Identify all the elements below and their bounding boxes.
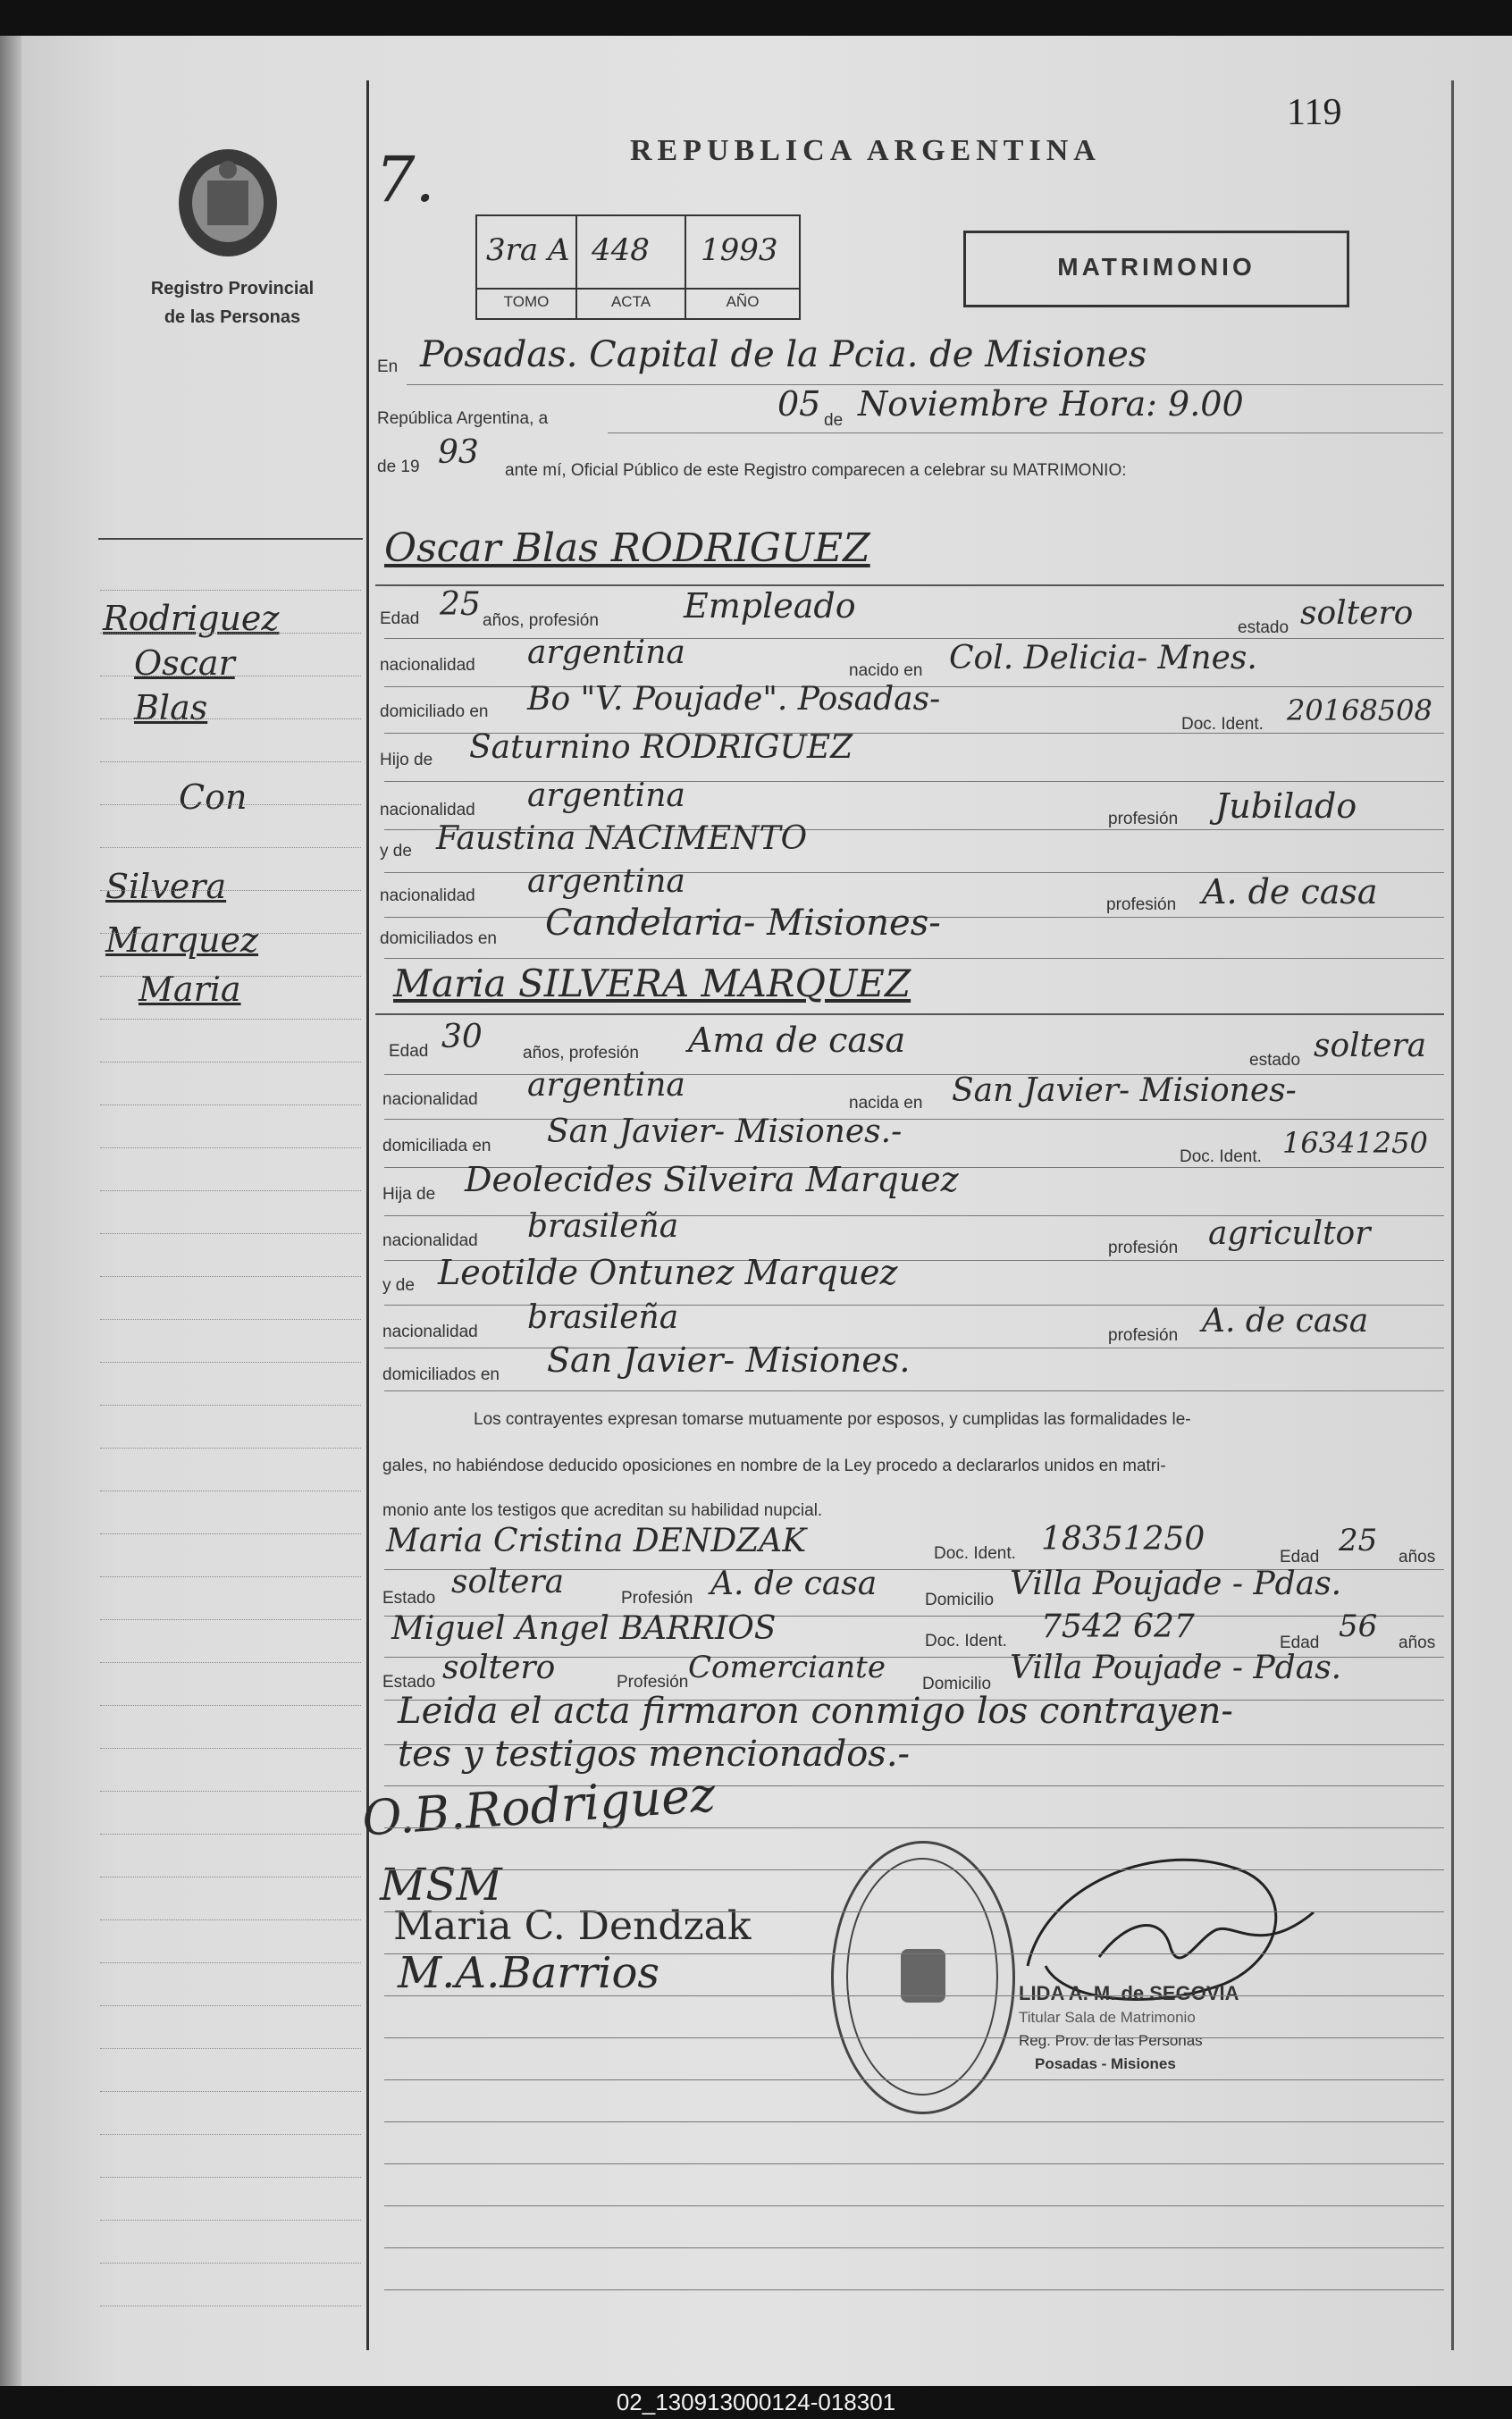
bride-age: 30: [441, 1019, 483, 1055]
bride-estado-label: estado: [1249, 1051, 1301, 1070]
groom-hijo-label: Hijo de: [380, 751, 433, 769]
margin-line: [100, 1147, 361, 1148]
groom-birthplace: Col. Delicia- Mnes.: [949, 640, 1257, 676]
ante-text: ante mí, Oficial Público de este Registro comparecen a celebrar su MATRIMONIO:: [505, 461, 1127, 480]
ruled-line: [384, 2037, 1444, 2038]
groom-profession: Empleado: [684, 586, 856, 626]
witness1-age-label: Edad: [1280, 1548, 1320, 1566]
witness2-age: 56: [1339, 1608, 1378, 1644]
witness1-domicile: Villa Poujade - Pdas.: [1010, 1566, 1342, 1602]
margin-line: [100, 847, 361, 848]
margin-line: [100, 1919, 361, 1920]
witness1-age: 25: [1339, 1523, 1378, 1558]
bride-nat-label: nacionalidad: [382, 1090, 478, 1109]
bride-estado: soltera: [1314, 1028, 1427, 1064]
groom-father-nat-label: nacionalidad: [380, 801, 475, 819]
month-time-value: Noviembre Hora: 9.00: [858, 384, 1244, 424]
witness1-prof-label: Profesión: [621, 1589, 693, 1608]
stamp-title: Titular Sala de Matrimonio: [1019, 2009, 1196, 2026]
groom-father-nationality: argentina: [527, 777, 685, 814]
coat-of-arms-icon: [170, 143, 286, 264]
acta-value: 448: [592, 232, 650, 268]
bride-father-nat-label: nacionalidad: [382, 1231, 478, 1250]
groom-nationality: argentina: [527, 634, 685, 671]
witness2-name: Miguel Angel BARRIOS: [391, 1610, 777, 1647]
groom-mother-nationality: argentina: [527, 863, 685, 900]
page-number: 119: [1287, 92, 1342, 133]
declaration-line3: monio ante los testigos que acreditan su habilidad nupcial.: [382, 1501, 823, 1520]
groom-parents-dom-label: domiciliados en: [380, 929, 497, 948]
margin-note-4: Con: [179, 777, 248, 817]
ruled-line: [384, 1869, 1444, 1870]
bride-mother: Leotilde Ontunez Marquez: [438, 1253, 898, 1292]
witness1-name: Maria Cristina DENDZAK: [386, 1523, 807, 1559]
groom-prof-label: años, profesión: [483, 611, 599, 630]
bride-birthplace-label: nacida en: [849, 1094, 923, 1113]
witness2-dom-label: Domicilio: [922, 1675, 992, 1693]
witness1-profession: A. de casa: [710, 1566, 878, 1602]
ruled-line: [384, 2289, 1444, 2290]
groom-estado-label: estado: [1238, 618, 1289, 637]
margin-line: [100, 2134, 361, 2135]
margin-line: [100, 890, 361, 891]
footer-code: 02_130913000124-018301: [616, 2389, 896, 2415]
margin-line: [100, 2048, 361, 2049]
groom-domicile: Bo "V. Poujade". Posadas-: [527, 681, 941, 718]
groom-yde-label: y de: [380, 842, 412, 861]
bride-domicile: San Javier- Misiones.-: [547, 1113, 903, 1150]
official-seal-icon: [831, 1841, 1015, 2114]
witness1-estado: soltera: [451, 1564, 565, 1600]
place-value: Posadas. Capital de la Pcia. de Misiones: [420, 334, 1147, 375]
bride-dom-label: domiciliada en: [382, 1137, 491, 1155]
declaration-line2: gales, no habiéndose deducido oposiciones en nombre de la Ley procedo a declararlos unidos en matri-: [382, 1457, 1166, 1475]
margin-line: [100, 1662, 361, 1663]
margin-line: [100, 1748, 361, 1749]
margin-rule: [98, 538, 363, 540]
margin-line: [100, 1319, 361, 1320]
groom-doc: 20168508: [1287, 693, 1432, 727]
margin-line: [100, 1834, 361, 1835]
record-box: [475, 214, 801, 320]
witness2-age-label: Edad: [1280, 1634, 1320, 1652]
margin-line: [100, 590, 361, 591]
bride-father-prof-label: profesión: [1108, 1239, 1179, 1257]
document-page: [0, 36, 1512, 2386]
bride-nationality: argentina: [527, 1067, 685, 1104]
bride-mother-prof-label: profesión: [1108, 1326, 1179, 1345]
witness2-doc: 7542 627: [1041, 1608, 1195, 1645]
margin-line: [100, 761, 361, 762]
bride-mother-nat-label: nacionalidad: [382, 1323, 478, 1341]
groom-estado: soltero: [1300, 595, 1414, 632]
margin-line: [100, 718, 361, 719]
groom-mother-profession: A. de casa: [1202, 872, 1378, 911]
margin-divider: [366, 80, 369, 2350]
year-suffix: 93: [438, 434, 479, 471]
margin-line: [100, 1705, 361, 1706]
republica-label: República Argentina, a: [377, 409, 549, 428]
official-signature-icon: [992, 1832, 1349, 2064]
tomo-value: 3ra A: [486, 232, 570, 268]
day-value: 05: [777, 384, 821, 424]
record-type: MATRIMONIO: [1057, 253, 1256, 281]
bride-parents-domicile: San Javier- Misiones.: [547, 1340, 911, 1380]
ruled-line: [384, 2121, 1444, 2122]
margin-line: [100, 2091, 361, 2092]
witness2-estado: soltero: [442, 1650, 556, 1686]
closing-line1: Leida el acta firmaron conmigo los contrayen-: [398, 1691, 1233, 1732]
bride-profession: Ama de casa: [688, 1021, 906, 1060]
country-title: REPUBLICA ARGENTINA: [630, 134, 1101, 167]
margin-line: [100, 1019, 361, 1020]
declaration-line1: Los contrayentes expresan tomarse mutuamente por esposos, y cumplidas las formalidades le-: [474, 1410, 1191, 1429]
bride-father-profession: agricultor: [1208, 1215, 1371, 1252]
groom-doc-label: Doc. Ident.: [1181, 715, 1264, 734]
margin-note-3: Blas: [134, 688, 208, 727]
margin-line: [100, 2005, 361, 2006]
groom-father-profession: Jubilado: [1215, 786, 1357, 826]
margin-note-2: Oscar: [134, 643, 235, 683]
bride-mother-profession: A. de casa: [1202, 1303, 1369, 1340]
witness2-prof-label: Profesión: [617, 1673, 689, 1692]
bride-parents-dom-label: domiciliados en: [382, 1365, 500, 1384]
signature-witness2: M.A.Barrios: [398, 1948, 659, 1998]
groom-parents-domicile: Candelaria- Misiones-: [545, 903, 941, 944]
witness2-estado-label: Estado: [382, 1673, 436, 1692]
margin-line: [100, 976, 361, 977]
bride-hija-label: Hija de: [382, 1185, 436, 1204]
ano-value: 1993: [701, 232, 778, 268]
margin-line: [100, 1233, 361, 1234]
witness1-estado-label: Estado: [382, 1589, 436, 1608]
book-binding: [0, 36, 21, 2386]
margin-line: [100, 1276, 361, 1277]
margin-line: [100, 1062, 361, 1063]
margin-line: [100, 1962, 361, 1963]
ruled-line: [384, 2079, 1444, 2080]
groom-name: Oscar Blas RODRIGUEZ: [384, 525, 870, 571]
groom-birthplace-label: nacido en: [849, 661, 923, 680]
bride-doc: 16341250: [1282, 1126, 1428, 1160]
signature-groom: O.B.Rodriguez: [360, 1766, 718, 1847]
witness2-doc-label: Doc. Ident.: [925, 1632, 1007, 1650]
groom-age: 25: [440, 586, 481, 623]
stamp-org: Reg. Prov. de las Personas: [1019, 2032, 1203, 2049]
tomo-label: TOMO: [503, 293, 550, 310]
bride-father: Deolecides Silveira Marquez: [465, 1160, 959, 1199]
margin-note-6: Marquez: [105, 920, 259, 960]
witness1-doc-label: Doc. Ident.: [934, 1544, 1016, 1563]
groom-father: Saturnino RODRIGUEZ: [469, 729, 853, 766]
registry-line1: Registro Provincial: [150, 279, 315, 298]
closing-line2: tes y testigos mencionados.-: [398, 1734, 911, 1775]
bride-age-label: Edad: [389, 1042, 429, 1061]
ano-label: AÑO: [726, 293, 760, 310]
margin-mark: 7.: [375, 143, 435, 216]
stamp-name: LIDA A. M. de SEGOVIA: [1019, 1982, 1239, 2004]
right-border: [1451, 80, 1454, 2350]
bride-birthplace: San Javier- Misiones-: [952, 1072, 1297, 1109]
bride-name: Maria SILVERA MARQUEZ: [393, 962, 911, 1005]
groom-mother: Faustina NACIMENTO: [436, 820, 808, 857]
groom-dom-label: domiciliado en: [380, 702, 489, 721]
margin-line: [100, 1405, 361, 1406]
bride-prof-label: años, profesión: [523, 1044, 639, 1063]
margin-note-1: Rodriguez: [103, 599, 280, 638]
ruled-line: [384, 1911, 1444, 1912]
bride-yde-label: y de: [382, 1276, 415, 1295]
record-type-box: [963, 231, 1349, 307]
margin-line: [100, 2177, 361, 2178]
margin-line: [100, 2220, 361, 2221]
registry-line2: de las Personas: [164, 307, 301, 327]
margin-line: [100, 1362, 361, 1363]
ruled-line: [384, 1995, 1444, 1996]
ruled-line: [384, 2163, 1444, 2164]
margin-line: [100, 1533, 361, 1534]
bride-father-nationality: brasileña: [527, 1208, 679, 1245]
witness1-doc: 18351250: [1041, 1521, 1205, 1558]
en-label: En: [377, 357, 399, 376]
acta-label: ACTA: [610, 293, 651, 310]
signature-bride: MSM: [380, 1859, 502, 1911]
margin-line: [100, 1576, 361, 1577]
witness2-profession: Comerciante: [688, 1650, 886, 1685]
stamp-place: Posadas - Misiones: [1035, 2055, 1176, 2072]
signature-witness1: Maria C. Dendzak: [393, 1903, 752, 1949]
bride-doc-label: Doc. Ident.: [1180, 1147, 1262, 1166]
witness2-anos-label: años: [1399, 1634, 1436, 1652]
groom-mother-nat-label: nacionalidad: [380, 886, 475, 905]
groom-age-label: Edad: [380, 609, 420, 628]
margin-line: [100, 2263, 361, 2264]
margin-line: [100, 1791, 361, 1792]
bride-mother-nationality: brasileña: [527, 1299, 679, 1336]
ruled-line: [384, 1827, 1444, 1828]
margin-line: [100, 1448, 361, 1449]
margin-line: [100, 804, 361, 805]
witness2-domicile: Villa Poujade - Pdas.: [1010, 1650, 1342, 1686]
groom-nat-label: nacionalidad: [380, 656, 475, 675]
margin-note-5: Silvera: [105, 867, 227, 906]
margin-line: [100, 633, 361, 634]
margin-line: [100, 1619, 361, 1620]
ruled-line: [384, 2205, 1444, 2206]
margin-line: [100, 1190, 361, 1191]
witness1-anos-label: años: [1399, 1548, 1436, 1566]
ruled-line: [384, 2247, 1444, 2248]
de-label: de: [824, 411, 844, 430]
margin-note-7: Maria: [139, 970, 241, 1009]
ruled-line: [384, 1953, 1444, 1954]
year-prefix: de 19: [377, 458, 420, 476]
witness1-dom-label: Domicilio: [925, 1591, 995, 1609]
groom-father-prof-label: profesión: [1108, 810, 1179, 828]
groom-mother-prof-label: profesión: [1106, 895, 1177, 914]
margin-line: [100, 933, 361, 934]
